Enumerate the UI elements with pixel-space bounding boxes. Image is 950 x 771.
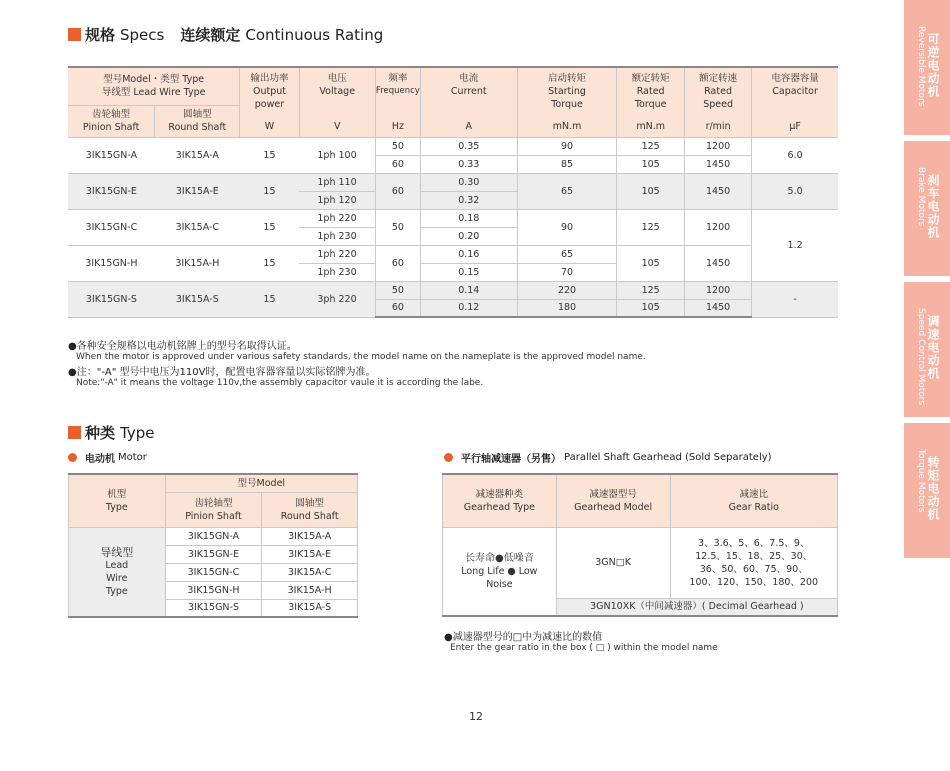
- capacitor-value: -: [752, 281, 838, 317]
- table-row: [443, 527, 838, 598]
- table-row: [68, 173, 838, 191]
- current-value: 0.20: [420, 227, 517, 245]
- model-round: 3IK15A-A: [262, 527, 358, 545]
- starting-torque-value: 90: [517, 209, 617, 245]
- starting-torque-value: 85: [517, 155, 617, 173]
- table-row: [69, 527, 358, 545]
- voltage-value: 1ph 220: [299, 209, 375, 227]
- freq-value: 60: [375, 173, 420, 209]
- head-capacitor: 电容器容量 Capacitor μF: [752, 67, 838, 137]
- rated-speed-value: 1450: [684, 155, 751, 173]
- voltage-value: 1ph 230: [299, 227, 375, 245]
- rated-speed-value: 1450: [684, 173, 751, 209]
- head-rated-torque: 额定转矩 Rated Torque mN.m: [617, 67, 685, 137]
- voltage-value: 1ph 230: [299, 263, 375, 281]
- power-value: 15: [240, 209, 299, 245]
- rated-torque-value: 105: [617, 245, 685, 281]
- model-round: 3IK15A-S: [262, 599, 358, 617]
- sidebar-tab-torque[interactable]: [904, 423, 950, 558]
- rated-torque-value: 105: [617, 173, 685, 209]
- head-gear-ratio: 减速比 Gear Ratio: [670, 474, 838, 527]
- gearhead-type-value: 长寿命●低噪音 Long Life ● Low Noise: [443, 527, 557, 616]
- model-pinion: 3IK15GN-A: [165, 527, 262, 545]
- voltage-value: 3ph 220: [299, 281, 375, 317]
- starting-torque-value: 65: [517, 245, 617, 263]
- tab-label-en: Brake Motors: [916, 167, 926, 227]
- voltage-value: 1ph 110: [299, 173, 375, 191]
- current-value: 0.12: [420, 299, 517, 317]
- gearhead-model-value: 3GN□K: [556, 527, 670, 598]
- head-gearhead-type: 减速器种类 Gearhead Type: [443, 474, 557, 527]
- sidebar-tab-speed-control[interactable]: [904, 282, 950, 417]
- current-value: 0.32: [420, 191, 517, 209]
- kind-lead-wire: 导线型 Lead Wire Type: [69, 527, 166, 617]
- freq-value: 50: [375, 281, 420, 299]
- model-round: 3IK15A-S: [155, 281, 240, 317]
- rated-speed-value: 1450: [684, 299, 751, 317]
- motor-en: Motor: [118, 452, 147, 463]
- rated-speed-value: 1200: [684, 137, 751, 155]
- rated-torque-value: 105: [617, 299, 685, 317]
- head-current: 电流 Current A: [420, 67, 517, 137]
- gearhead-note-cn: ●减速器型号的□中为减速比的数值: [444, 632, 603, 643]
- head-model: 型号Model・类型 Type 导线型 Lead Wire Type: [68, 67, 240, 105]
- current-value: 0.30: [420, 173, 517, 191]
- motor-cn: 电动机: [85, 454, 115, 465]
- rated-speed-value: 1200: [684, 281, 751, 299]
- head-pinion: 齿轮轴型 Pinion Shaft: [68, 105, 155, 137]
- freq-value: 50: [375, 137, 420, 155]
- power-value: 15: [240, 137, 299, 173]
- head-model: 型号Model: [165, 474, 357, 492]
- model-round: 3IK15A-E: [262, 545, 358, 563]
- starting-torque-value: 65: [517, 173, 617, 209]
- table-row: [68, 137, 838, 155]
- type-title-en: Type: [120, 423, 155, 442]
- specs-section-title: [68, 24, 383, 45]
- gearhead-table: [442, 473, 838, 617]
- rated-torque-value: 105: [617, 155, 685, 173]
- rated-torque-value: 125: [617, 137, 685, 155]
- model-pinion: 3IK15GN-E: [165, 545, 262, 563]
- power-value: 15: [240, 245, 299, 281]
- bullet-icon: [444, 453, 453, 462]
- decimal-gearhead: 3GN10XK（中间减速器）( Decimal Gearhead ): [556, 598, 837, 616]
- model-round: 3IK15A-H: [262, 581, 358, 599]
- bullet-icon: [68, 453, 77, 462]
- power-value: 15: [240, 173, 299, 209]
- tab-label-en: Reversible Motors: [916, 26, 926, 107]
- head-power: 输出功率 Output power W: [240, 67, 299, 137]
- starting-torque-value: 220: [517, 281, 617, 299]
- current-value: 0.16: [420, 245, 517, 263]
- model-round: 3IK15A-C: [155, 209, 240, 245]
- sidebar-tab-brake[interactable]: [904, 141, 950, 276]
- starting-torque-value: 70: [517, 263, 617, 281]
- model-pinion: 3IK15GN-A: [68, 137, 155, 173]
- capacitor-value: 5.0: [752, 173, 838, 209]
- current-value: 0.18: [420, 209, 517, 227]
- model-round: 3IK15A-C: [262, 563, 358, 581]
- current-value: 0.15: [420, 263, 517, 281]
- table-row: [68, 209, 838, 227]
- note1-en: When the motor is approved under various safety standards, the model name on the nameplate is the approved model name.: [76, 352, 646, 362]
- current-value: 0.35: [420, 137, 517, 155]
- gearhead-title-cn: 平行轴减速器（另售）: [461, 454, 561, 465]
- tab-label-cn: 转矩电动机: [926, 456, 940, 521]
- tab-label-cn: 刹车电动机: [926, 174, 940, 239]
- starting-torque-value: 90: [517, 137, 617, 155]
- starting-torque-value: 180: [517, 299, 617, 317]
- tab-label-en: Speed Control Motors: [916, 308, 926, 406]
- type-title-cn: 种类: [85, 424, 116, 442]
- page-number: 12: [469, 710, 483, 723]
- current-value: 0.14: [420, 281, 517, 299]
- head-pinion: 齿轮轴型 Pinion Shaft: [165, 492, 262, 527]
- specs-title-en: Specs: [120, 25, 165, 44]
- freq-value: 60: [375, 245, 420, 281]
- model-pinion: 3IK15GN-H: [165, 581, 262, 599]
- model-pinion: 3IK15GN-C: [165, 563, 262, 581]
- rating-title-en: Continuous Rating: [245, 25, 384, 44]
- head-frequency: 频率 Frequency Hz: [375, 67, 420, 137]
- table-row: [68, 281, 838, 299]
- voltage-value: 1ph 100: [299, 137, 375, 173]
- type-table: [68, 473, 358, 618]
- motor-subtitle: [68, 450, 147, 465]
- model-pinion: 3IK15GN-S: [165, 599, 262, 617]
- note1-cn: ●各种安全规格以电动机铭牌上的型号名取得认证。: [68, 341, 297, 352]
- gearhead-note: [444, 628, 718, 653]
- model-pinion: 3IK15GN-C: [68, 209, 155, 245]
- capacitor-value: 1.2: [752, 209, 838, 281]
- specs-table: [68, 66, 838, 318]
- tab-label-en: Torque Motors: [916, 449, 926, 513]
- gearhead-subtitle: [444, 450, 772, 465]
- gearhead-note-en: Enter the gear ratio in the box ( □ ) within the model name: [450, 643, 718, 653]
- voltage-value: 1ph 220: [299, 245, 375, 263]
- rated-torque-value: 125: [617, 209, 685, 245]
- rating-title-cn: 连续额定: [180, 26, 241, 44]
- freq-value: 60: [375, 299, 420, 317]
- head-round: 圆轴型 Round Shaft: [262, 492, 358, 527]
- model-pinion: 3IK15GN-H: [68, 245, 155, 281]
- section-marker-icon: [68, 426, 81, 439]
- head-voltage: 电压 Voltage V: [299, 67, 375, 137]
- head-round: 圆轴型 Round Shaft: [155, 105, 240, 137]
- current-value: 0.33: [420, 155, 517, 173]
- model-pinion: 3IK15GN-S: [68, 281, 155, 317]
- gearhead-title-en: Parallel Shaft Gearhead (Sold Separately): [564, 452, 772, 463]
- head-kind: 机型 Type: [69, 474, 166, 527]
- model-round: 3IK15A-A: [155, 137, 240, 173]
- head-gearhead-model: 减速器型号 Gearhead Model: [556, 474, 670, 527]
- specs-title-cn: 规格: [85, 26, 116, 44]
- tab-label-cn: 可逆电动机: [926, 33, 940, 98]
- model-pinion: 3IK15GN-E: [68, 173, 155, 209]
- gear-ratio-value: 3、3.6、5、6、7.5、9、 12.5、15、18、25、30、 36、50、60、75、90、 100、120、150、180、200: [670, 527, 838, 598]
- note2-cn: ●注："-A" 型号中电压为110V时，配置电容器容量以实际铭牌为准。: [68, 367, 376, 378]
- table-row: [68, 245, 838, 263]
- note2-en: Note:"-A" it means the voltage 110v,the assembly capacitor vaule it is according the labe.: [76, 378, 484, 388]
- model-round: 3IK15A-E: [155, 173, 240, 209]
- power-value: 15: [240, 281, 299, 317]
- rated-speed-value: 1450: [684, 245, 751, 281]
- type-section-title: [68, 422, 154, 443]
- freq-value: 50: [375, 209, 420, 245]
- voltage-value: 1ph 120: [299, 191, 375, 209]
- rated-torque-value: 125: [617, 281, 685, 299]
- specs-notes: [68, 337, 646, 388]
- model-round: 3IK15A-H: [155, 245, 240, 281]
- freq-value: 60: [375, 155, 420, 173]
- sidebar-tab-reversible[interactable]: [904, 0, 950, 135]
- section-marker-icon: [68, 28, 81, 41]
- rated-speed-value: 1200: [684, 209, 751, 245]
- capacitor-value: 6.0: [752, 137, 838, 173]
- tab-label-cn: 调速电动机: [926, 315, 940, 380]
- head-rated-speed: 额定转速 Rated Speed r/min: [684, 67, 751, 137]
- head-starting-torque: 启动转矩 Starting Torque mN.m: [517, 67, 617, 137]
